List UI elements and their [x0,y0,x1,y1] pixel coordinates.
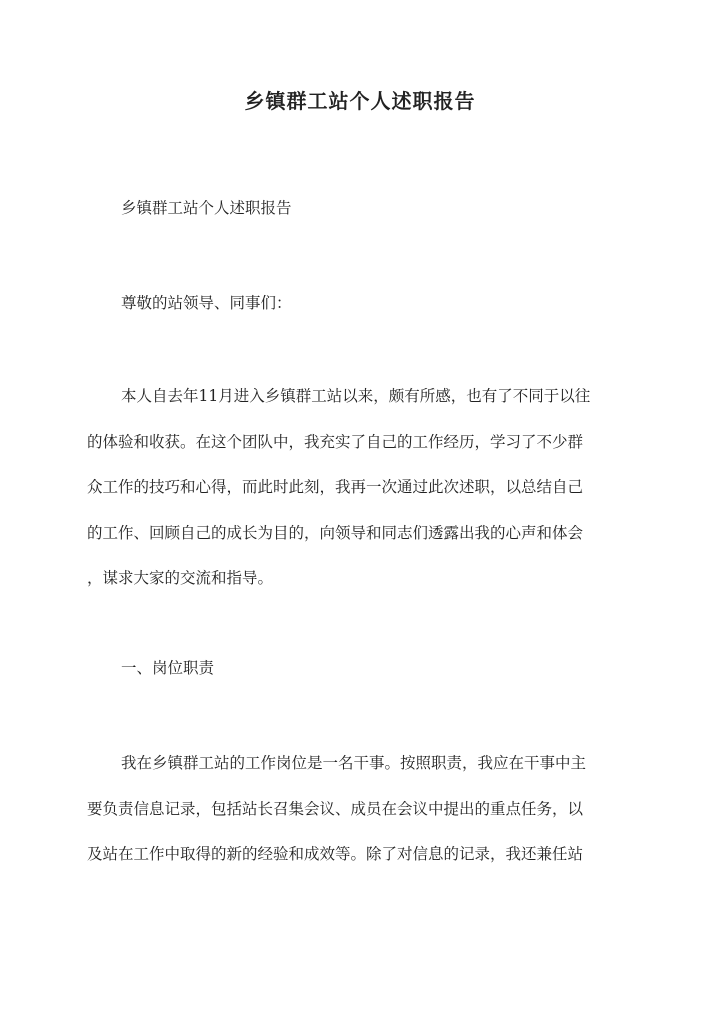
paragraph-line: 要负责信息记录，包括站长召集会议、成员在会议中提出的重点任务，以 [87,799,584,818]
paragraph-line: 本人自去年11月进入乡镇群工站以来，颇有所感，也有了不同于以往 [121,387,591,405]
greeting-text: 尊敬的站领导、同事们： [121,294,292,312]
paragraph-line: 及站在工作中取得的新的经验和成效等。除了对信息的记录，我还兼任站 [87,845,584,863]
intro-paragraph [87,374,635,602]
paragraph-line: ，谋求大家的交流和指导。 [87,569,274,587]
document-subtitle [87,186,635,232]
paragraph-line: 众工作的技巧和心得，而此时此刻，我再一次通过此次述职，以总结自己 [87,478,584,496]
greeting [87,281,635,327]
paragraph-line: 的体验和收获。在这个团队中，我充实了自己的工作经历，学习了不少群 [87,432,584,451]
document-title: 乡镇群工站个人述职报告 [244,89,476,113]
section1-paragraph [87,741,635,878]
subtitle-text: 乡镇群工站个人述职报告 [121,199,292,217]
paragraph-line: 我在乡镇群工站的工作岗位是一名干事。按照职责，我应在干事中主 [121,754,587,772]
paragraph-line: 的工作、回顾自己的成长为目的，向领导和同志们透露出我的心声和体会 [87,523,584,542]
section-heading-text: 一、岗位职责 [121,659,215,677]
section-heading [87,646,635,692]
